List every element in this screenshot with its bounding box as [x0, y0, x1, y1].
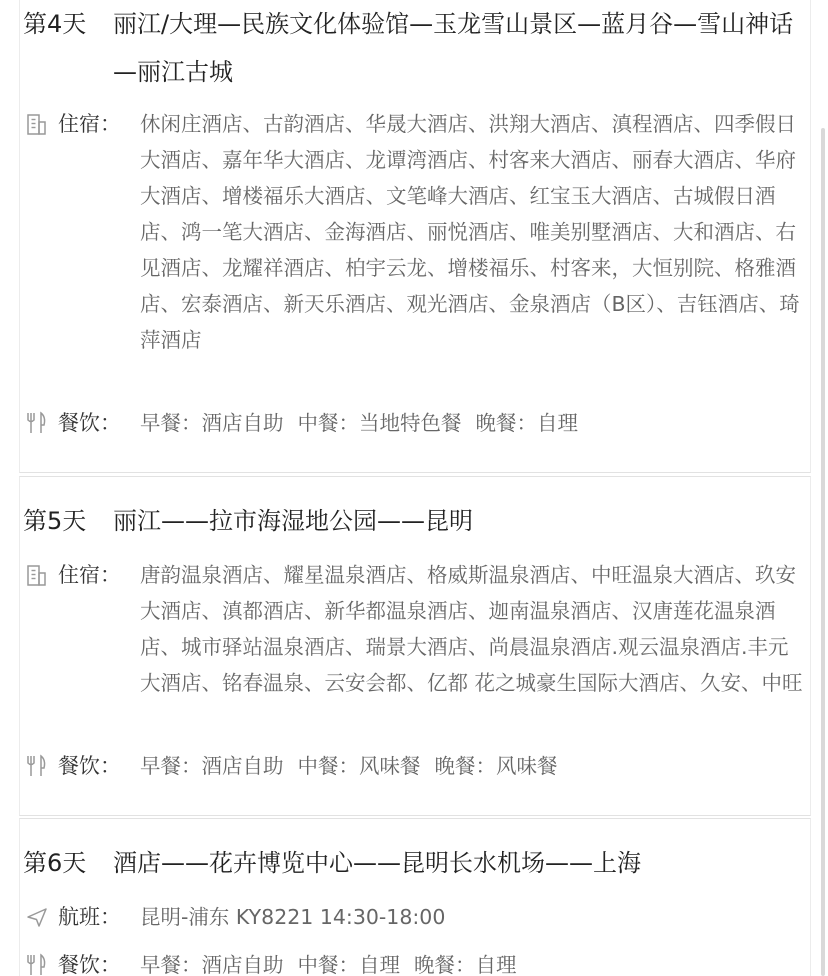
day-header — [23, 497, 803, 545]
accommodation-label: 住宿： — [58, 112, 121, 136]
day-header — [23, 839, 803, 887]
flight-label: 航班： — [58, 905, 121, 929]
dinner-info: 晚餐：自理 — [475, 411, 578, 435]
lunch-info: 中餐：风味餐 — [297, 754, 421, 778]
hotel-icon — [26, 106, 52, 142]
dining-icon — [26, 947, 52, 976]
day-card-6 — [19, 818, 811, 976]
accommodation-list: 休闲庄酒店、古韵酒店、华晟大酒店、洪翔大酒店、滇程酒店、四季假日大酒店、嘉年华大酒店、龙谭湾酒店、村客来大酒店、丽春大酒店、华府大酒店、增楼福乐大酒店、文笔峰大酒店、红宝玉大酒店、古城假日酒店、鸿一笔大酒店、金海酒店、丽悦酒店、唯美别墅酒店、大和酒店、右见酒店、龙耀祥酒店、柏宇云龙、增楼福乐、村客来，大恒别院、格雅酒店、宏泰酒店、新天乐酒店、观光酒店、金泉酒店（B区）、吉钰酒店、琦萍酒店 — [140, 112, 800, 352]
meals-row — [26, 748, 808, 784]
day-card-4 — [19, 0, 811, 473]
lunch-info: 中餐：自理 — [297, 953, 400, 976]
flight-info: 昆明-浦东 KY8221 14:30-18:00 — [140, 905, 446, 929]
dinner-info: 晚餐：风味餐 — [434, 754, 558, 778]
accommodation-row — [26, 557, 808, 701]
meals-value — [140, 748, 808, 784]
day-route: 酒店——花卉博览中心——昆明长水机场——上海 — [113, 849, 641, 877]
accommodation-list: 唐韵温泉酒店、耀星温泉酒店、格威斯温泉酒店、中旺温泉大酒店、玖安大酒店、滇都酒店、新华都温泉酒店、迦南温泉酒店、汉唐莲花温泉酒店、城市驿站温泉酒店、瑞景大酒店、尚晨温泉酒店.观云温泉酒店.丰元大酒店、铭春温泉、云安会都、亿都 花之城豪生国际大酒店、久安、中旺 — [140, 563, 803, 695]
accommodation-label: 住宿： — [58, 563, 121, 587]
day-card-5 — [19, 476, 811, 816]
plane-icon — [26, 899, 52, 935]
breakfast-info: 早餐：酒店自助 — [140, 953, 284, 976]
meals-label: 餐饮： — [58, 953, 121, 976]
meals-label: 餐饮： — [58, 411, 121, 435]
hotel-icon — [26, 557, 52, 593]
day-number: 第5天 — [23, 507, 87, 535]
lunch-info: 中餐：当地特色餐 — [297, 411, 462, 435]
meals-label: 餐饮： — [58, 754, 121, 778]
breakfast-info: 早餐：酒店自助 — [140, 754, 284, 778]
breakfast-info: 早餐：酒店自助 — [140, 411, 284, 435]
flight-row — [26, 899, 808, 935]
meals-row — [26, 947, 808, 976]
meals-value — [140, 405, 808, 441]
day-header — [23, 0, 803, 96]
day-number: 第6天 — [23, 849, 87, 877]
day-number: 第4天 — [23, 10, 87, 38]
day-route: 丽江/大理—民族文化体验馆—玉龙雪山景区—蓝月谷—雪山神话—丽江古城 — [113, 10, 794, 86]
day-route: 丽江——拉市海湿地公园——昆明 — [113, 507, 473, 535]
accommodation-row — [26, 106, 808, 358]
dinner-info: 晚餐：自理 — [414, 953, 517, 976]
dining-icon — [26, 748, 52, 784]
meals-value — [140, 947, 808, 976]
dining-icon — [26, 405, 52, 441]
scrollbar[interactable] — [821, 128, 825, 976]
meals-row — [26, 405, 808, 441]
